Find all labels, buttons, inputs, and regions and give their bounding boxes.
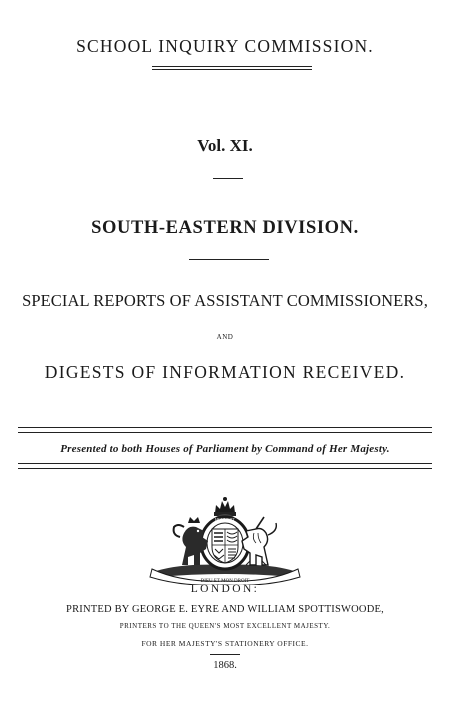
crown-icon — [214, 497, 236, 516]
rule-above-presented-1 — [18, 427, 432, 428]
imprint-printers: PRINTED BY GEORGE E. EYRE AND WILLIAM SPOTTISWOODE, — [66, 604, 384, 615]
rule-above-year — [210, 654, 240, 655]
rule-under-commission — [152, 66, 312, 67]
special-reports-heading: SPECIAL REPORTS OF ASSISTANT COMMISSIONERS, — [22, 291, 428, 310]
digests-heading: DIGESTS OF INFORMATION RECEIVED. — [44, 362, 406, 382]
and-conjunction: AND — [216, 333, 234, 341]
rule-below-presented-2 — [18, 468, 432, 469]
rule-under-division — [189, 259, 269, 260]
lion-supporter-icon — [174, 517, 208, 565]
royal-coat-of-arms — [142, 497, 308, 585]
imprint-stationery-office: FOR HER MAJESTY'S STATIONERY OFFICE. — [141, 639, 309, 648]
presented-statement: Presented to both Houses of Parliament by Command of Her Majesty. — [60, 443, 390, 455]
volume-number: Vol. XI. — [197, 136, 253, 155]
svg-text:HONI SOIT: HONI SOIT — [215, 517, 235, 522]
commission-title: SCHOOL INQUIRY COMMISSION. — [76, 36, 374, 56]
division-title: SOUTH-EASTERN DIVISION. — [91, 218, 359, 238]
rule-under-volume — [213, 178, 243, 179]
imprint-city: LONDON: — [190, 583, 260, 595]
unicorn-supporter-icon — [242, 517, 276, 565]
rule-below-presented-1 — [18, 463, 432, 464]
rule-above-presented-2 — [18, 432, 432, 433]
publication-year: 1868. — [213, 660, 237, 671]
rule-under-commission-double — [152, 69, 312, 70]
svg-text:DIEU ET MON DROIT: DIEU ET MON DROIT — [200, 579, 250, 584]
imprint-printers-to-queen: PRINTERS TO THE QUEEN'S MOST EXCELLENT MAJESTY. — [119, 622, 331, 630]
